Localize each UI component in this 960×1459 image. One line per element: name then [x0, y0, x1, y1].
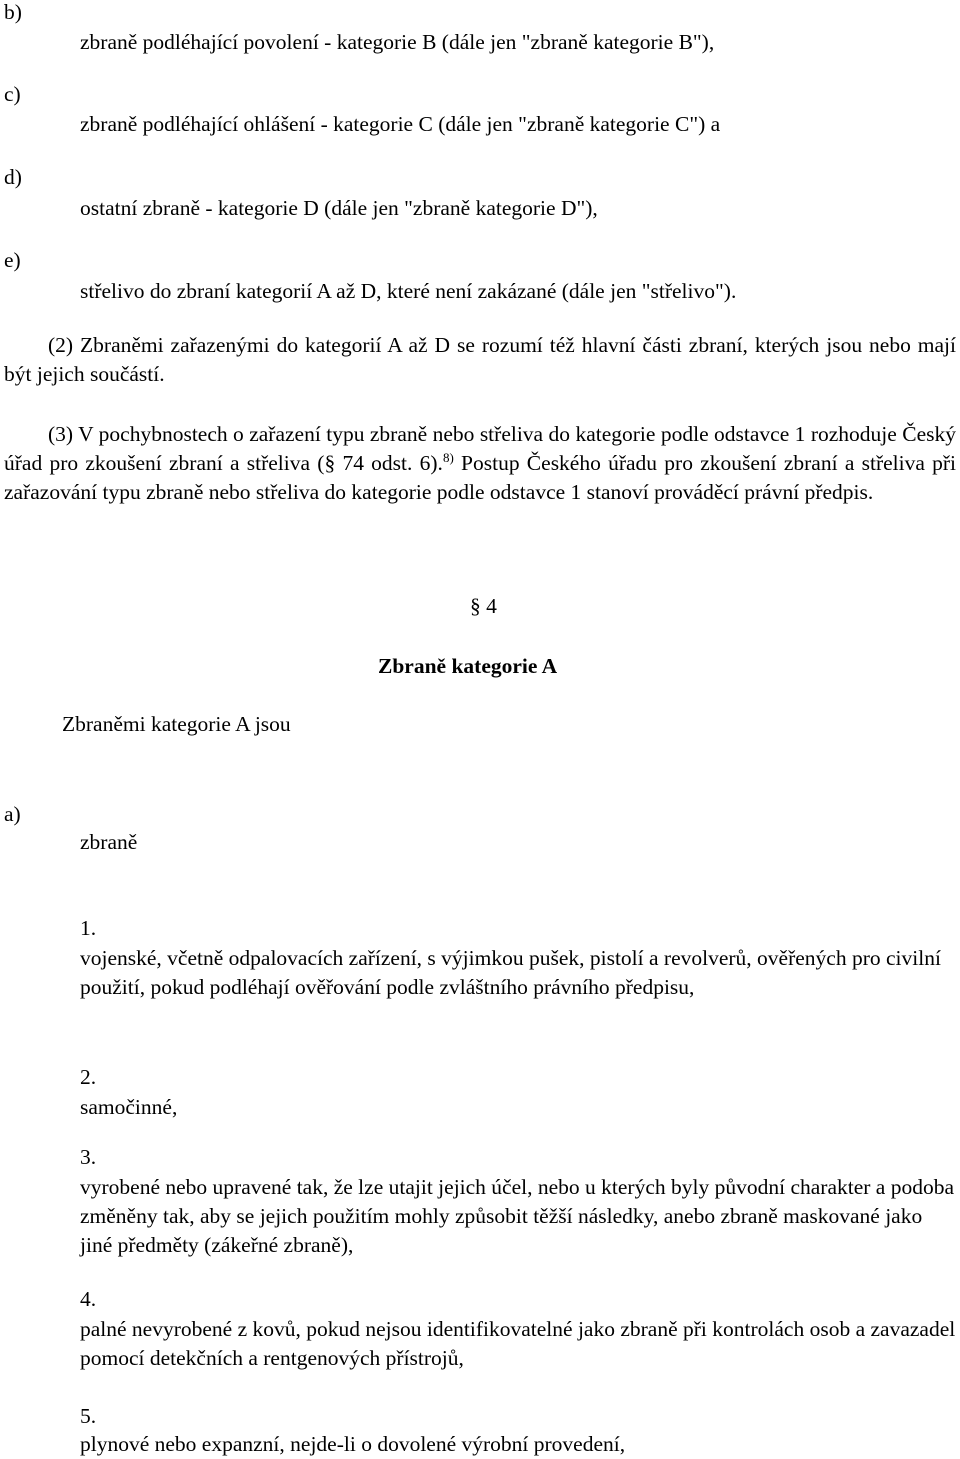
list-item-d-text: ostatní zbraně - kategorie D (dále jen "zbraně kategorie D"), — [80, 196, 598, 220]
section-intro: Zbraněmi kategorie A jsou — [62, 712, 291, 736]
sub-item-number: 2. — [80, 1065, 97, 1089]
section-sign-icon: § — [324, 451, 336, 475]
section-title: Zbraně kategorie A — [378, 654, 558, 678]
sub-item-text: palné nevyrobené z kovů, pokud nejsou identifikovatelné jako zbraně při kontrolách osob a zavazadel pomocí detekčních a rentgenových přístrojů, — [80, 1317, 956, 1370]
sub-item-text: plynové nebo expanzní, nejde-li o dovolené výrobní provedení, — [80, 1432, 626, 1456]
section-number: § 4 — [470, 594, 497, 618]
sub-item-number: 3. — [80, 1145, 97, 1169]
sub-item-text: vojenské, včetně odpalovacích zařízení, s výjimkou pušek, pistolí a revolverů, ověřených pro civilní použití, pokud podléhají ověřování podle zvláštního právního předpisu, — [80, 946, 941, 999]
list-item-e-text: střelivo do zbraní kategorií A až D, které není zakázané (dále jen "střelivo"). — [80, 279, 737, 303]
list-item-c-text: zbraně podléhající ohlášení - kategorie C (dále jen "zbraně kategorie C") a — [80, 112, 721, 136]
list-marker-b: b) — [4, 0, 22, 24]
sub-item-number: 1. — [80, 916, 97, 940]
paragraph-2: (2) Zbraněmi zařazenými do kategorií A až D se rozumí též hlavní části zbraní, kterých jsou nebo mají být jejich součástí. — [4, 333, 956, 386]
sub-item-text: vyrobené nebo upravené tak, že lze utajit jejich účel, nebo u kterých byly původní charakter a podoba změněny tak, aby se jejich použitím mohly způsobit těžší následky, anebo zbraně maskované jako jiné předměty (zákeřné zbraně), — [80, 1175, 954, 1257]
list-item-a-text: zbraně — [80, 830, 138, 854]
paragraph-3 — [4, 420, 956, 507]
paragraph-3-part-3: Postup Českého úřadu pro zkoušení zbraní a střeliva při zařazování typu zbraně nebo střeliva do kategorie podle odstavce 1 stanoví prováděcí právní předpis. — [4, 451, 957, 504]
footnote-reference[interactable]: 8) — [442, 449, 454, 465]
list-marker-e: e) — [4, 248, 21, 272]
list-marker-c: c) — [4, 82, 21, 106]
paragraph-3-part-2: 74 odst. 6). — [335, 451, 443, 475]
list-marker-d: d) — [4, 165, 22, 189]
sub-item-text: samočinné, — [80, 1095, 178, 1119]
list-item-b-text: zbraně podléhající povolení - kategorie B (dále jen "zbraně kategorie B"), — [80, 30, 715, 54]
sub-item-number: 4. — [80, 1287, 97, 1311]
sub-item-number: 5. — [80, 1404, 97, 1428]
list-marker-a: a) — [4, 802, 21, 826]
paragraph-3-part-1: (3) V pochybnostech o zařazení typu zbraně nebo střeliva do kategorie podle odstavce 1 rozhoduje Český úřad pro zkoušení zbraní a střeliva ( — [4, 422, 956, 475]
